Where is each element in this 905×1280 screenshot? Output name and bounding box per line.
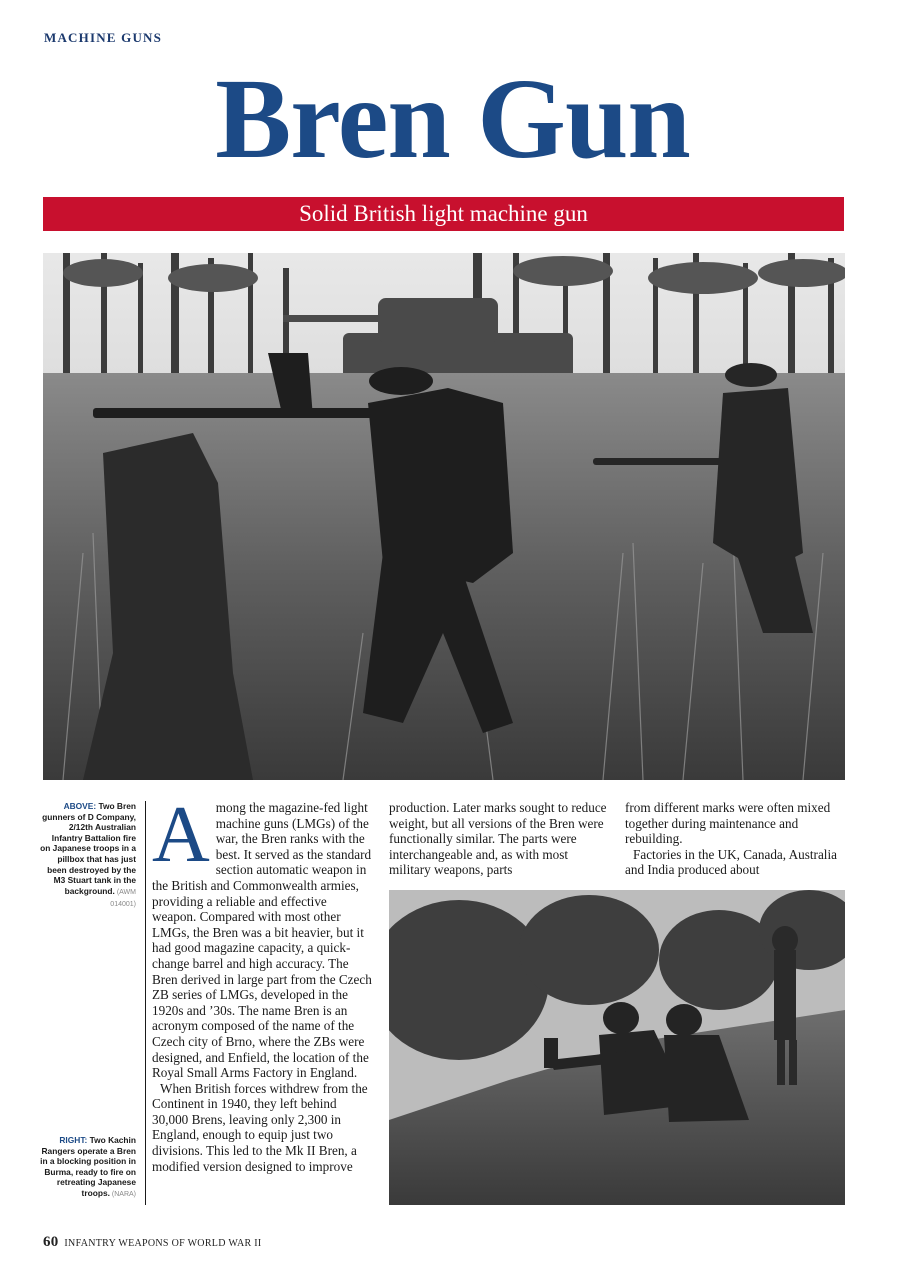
publication-title: INFANTRY WEAPONS OF WORLD WAR II xyxy=(64,1238,262,1249)
caption-right-credit: (NARA) xyxy=(109,1190,136,1198)
article-column-2 xyxy=(389,800,609,878)
caption-above-lead: ABOVE: xyxy=(63,801,97,811)
main-photo-image xyxy=(43,253,845,780)
page-title: Bren Gun xyxy=(215,55,690,182)
article-paragraph: Factories in the UK, Canada, Australia and India produced about xyxy=(625,846,837,878)
section-label: MACHINE GUNS xyxy=(44,30,163,45)
page-footer xyxy=(43,1234,262,1251)
caption-above xyxy=(40,801,136,911)
article-paragraph: production. Later marks sought to reduce weight, but all versions of the Bren were functionally similar. The parts were interchangeable and, as with most military weapons, parts xyxy=(389,800,607,878)
caption-right-text: Two Kachin Rangers operate a Bren in a blocking position in Burma, ready to fire on retreating Japanese troops. xyxy=(40,1135,136,1198)
drop-cap: A xyxy=(152,791,210,879)
caption-right-lead: RIGHT: xyxy=(59,1135,88,1145)
caption-right xyxy=(40,1135,136,1201)
subtitle-banner xyxy=(43,197,844,231)
article-paragraph: When British forces withdrew from the Continent in 1940, they left behind 30,000 Brens, leaving only 2,300 in England, enough to equip just two divisions. This led to the Mk II Bren, a modified version designed to improve xyxy=(152,1080,368,1174)
secondary-photo-image xyxy=(389,890,845,1205)
article-column-3 xyxy=(625,800,845,878)
main-photo xyxy=(43,253,845,780)
subtitle-text: Solid British light machine gun xyxy=(299,201,588,226)
column-divider xyxy=(145,801,146,1205)
caption-above-text: Two Bren gunners of D Company, 2/12th Australian Infantry Battalion fire on Japanese troops in a pillbox that has just been destroyed by the M3 Stuart tank in the background. xyxy=(40,801,136,896)
article-paragraph: from different marks were often mixed together during maintenance and rebuilding. xyxy=(625,800,831,847)
article-paragraph xyxy=(152,791,372,1081)
caption-above-credit: (AWM 014001) xyxy=(110,888,136,909)
paragraph-text: mong the magazine-fed light machine guns (LMGs) of the war, the Bren ranks with the best. It served as the standard section automatic weapon in the British and Commonwealth armies, providing a reliable and effective weapon. Compared with most other LMGs, the Bren was a bit heavier, but it had good magazine capacity, a quick-change barrel and high accuracy. The Bren derived in large part from the Czech ZB series of LMGs, developed in the 1920s and ’30s. The name Bren is an acronym composed of the name of the Czech city of Brno, where the ZBs were designed, and Enfield, the location of the Royal Small Arms Factory in England. xyxy=(152,800,372,1081)
page-number: 60 xyxy=(43,1234,59,1250)
secondary-photo xyxy=(389,890,845,1205)
article-column-1 xyxy=(152,791,372,1174)
